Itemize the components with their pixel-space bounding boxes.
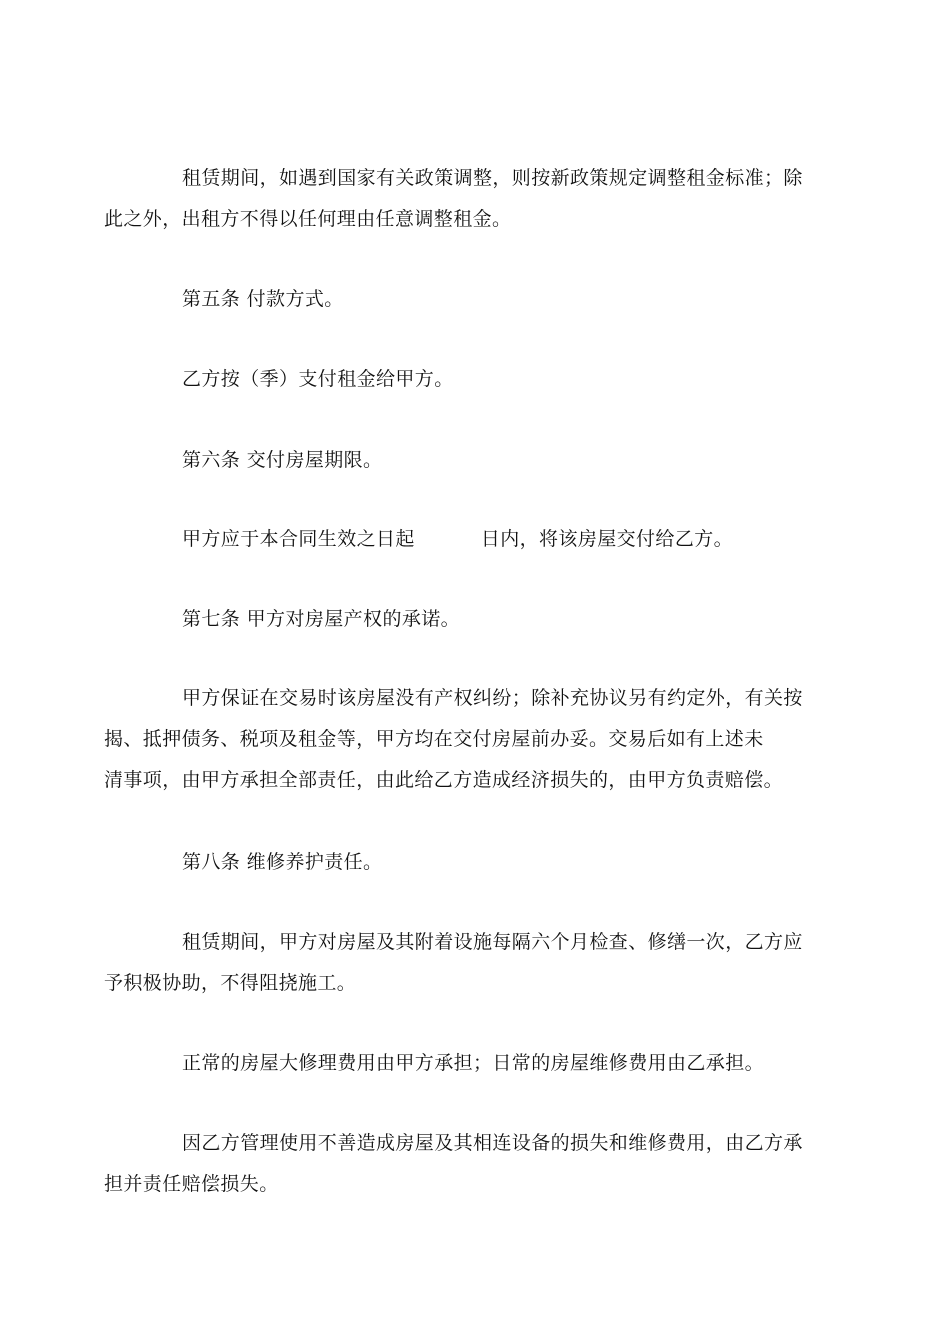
text-line: 清事项，由甲方承担全部责任，由此给乙方造成经济损失的，由甲方负责赔偿。 — [104, 769, 784, 791]
paragraph-rent-adjustment — [104, 158, 815, 240]
text-line: 揭、抵押债务、税项及租金等，甲方均在交付房屋前办妥。交易后如有上述未 — [104, 728, 764, 750]
paragraph-delivery-period — [143, 519, 815, 560]
text-line: 甲方保证在交易时该房屋没有产权纠纷；除补充协议另有约定外，有关按 — [182, 687, 803, 709]
heading-article-5 — [143, 279, 815, 320]
text-line: 予积极协助，不得阻挠施工。 — [104, 972, 357, 994]
text-line: 租赁期间，甲方对房屋及其附着设施每隔六个月检查、修缮一次，乙方应 — [182, 931, 803, 953]
text-line: 第五条 付款方式。 — [182, 288, 344, 310]
text-line: 第六条 交付房屋期限。 — [182, 449, 383, 471]
text-line: 租赁期间，如遇到国家有关政策调整，则按新政策规定调整租金标准；除 — [182, 167, 803, 189]
paragraph-payment-method — [143, 359, 815, 400]
text-line: 担并责任赔偿损失。 — [104, 1173, 279, 1195]
text-line: 此之外，出租方不得以任何理由任意调整租金。 — [104, 208, 512, 230]
text-line: 乙方按（季）支付租金给甲方。 — [182, 368, 454, 390]
text-line: 因乙方管理使用不善造成房屋及其相连设备的损失和维修费用，由乙方承 — [182, 1132, 803, 1154]
text-before-blank: 甲方应于本合同生效之日起 — [182, 528, 415, 550]
paragraph-damage-liability — [104, 1123, 815, 1205]
text-line — [143, 519, 815, 560]
heading-article-7 — [143, 599, 815, 640]
text-line: 第八条 维修养护责任。 — [182, 851, 383, 873]
paragraph-inspection — [104, 922, 815, 1004]
heading-article-6 — [143, 440, 815, 481]
paragraph-repair-costs — [143, 1043, 815, 1084]
heading-article-8 — [143, 842, 815, 883]
text-after-blank: 日内，将该房屋交付给乙方。 — [480, 528, 734, 550]
text-line: 第七条 甲方对房屋产权的承诺。 — [182, 608, 461, 630]
text-line: 正常的房屋大修理费用由甲方承担；日常的房屋维修费用由乙承担。 — [182, 1052, 765, 1074]
paragraph-property-rights — [104, 678, 815, 801]
